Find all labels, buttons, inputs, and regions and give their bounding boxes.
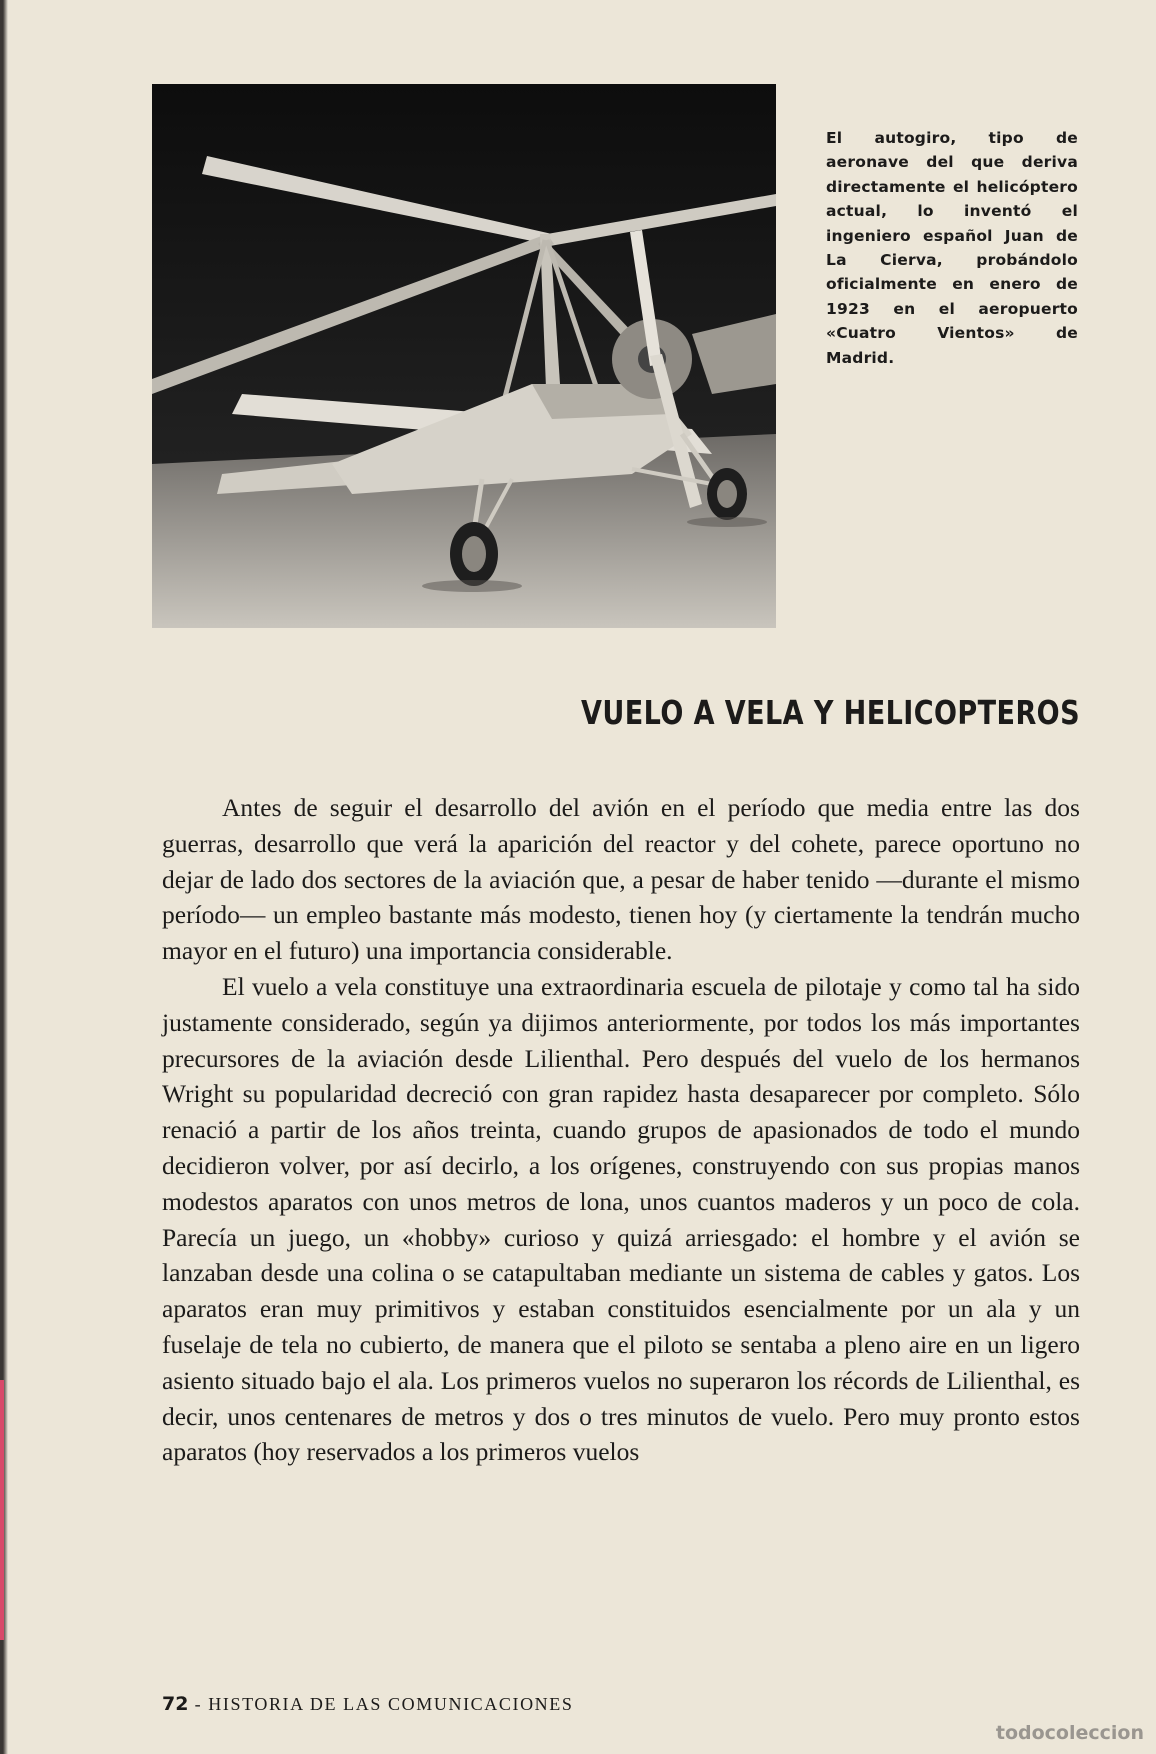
autogiro-icon: [152, 84, 776, 628]
autogiro-photo: [152, 84, 776, 628]
footer-separator: -: [194, 1694, 203, 1714]
watermark: [996, 1722, 1144, 1744]
page-number: 72: [162, 1693, 189, 1715]
section-title: VUELO A VELA Y HELICOPTEROS: [581, 693, 1080, 732]
photo-caption: El autogiro, tipo de aeronave del que deriva directamente el helicóptero actual, lo inventó el ingeniero español Juan de La Cierva, probándolo oficialmente en enero de 1923 en el aeropuerto «Cuatro Vientos» de Madrid.: [826, 129, 1078, 367]
paragraph-intro: Antes de seguir el desarrollo del avión en el período que media entre las dos guerras, desarrollo que verá la aparición del reactor y del cohete, parece oportuno no dejar de lado dos sectores de la aviación que, a pesar de haber tenido —durante el mismo período— un empleo bastante más modesto, tienen hoy (y ciertamente la tendrán mucho mayor en el futuro) una importancia considerable.: [162, 793, 1080, 966]
paragraph-vuelo-a-vela: El vuelo a vela constituye una extraordinaria escuela de pilotaje y como tal ha sido justamente considerado, según ya dijimos anteriormente, por todos los más importantes precursores de la aviación desde Lilienthal. Pero después del vuelo de los hermanos Wright su popularidad decreció con gran rapidez hasta desaparecer por completo. Sólo renació a partir de los años treinta, cuando grupos de apasionados de todo el mundo decidieron volver, por así decirlo, a los orígenes, construyendo con sus propias manos modestos aparatos con unos metros de lona, unos cuantos maderos y un poco de cola. Parecía un juego, un «hobby» curioso y quizá arriesgado: el hombre y el avión se lanzaban desde una colina o se catapultaban mediante un sistema de cables y gatos. Los aparatos eran muy primitivos y estaban constituidos esencialmente por un ala y un fuselaje de tela no cubierto, de manera que el piloto se sentaba a pleno aire en un ligero asiento situado bajo el ala. Los primeros vuelos no superaron los récords de Lilienthal, es decir, unos centenares de metros y dos o tres minutos de vuelo. Pero muy pronto estos aparatos (hoy reservados a los primeros vuelos: [162, 971, 1080, 1467]
page-edge-mark: [0, 1380, 4, 1640]
body-text: [162, 790, 1080, 1470]
watermark-text: todocoleccion: [995, 1722, 1144, 1744]
book-title: HISTORIA DE LAS COMUNICACIONES: [208, 1694, 574, 1714]
page-footer: [162, 1693, 573, 1715]
